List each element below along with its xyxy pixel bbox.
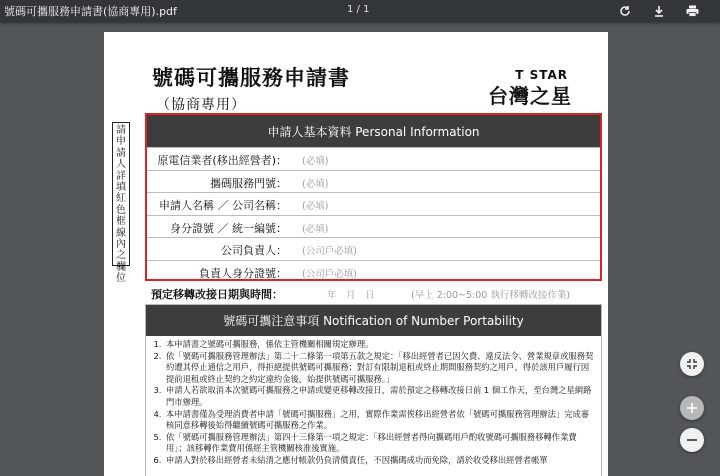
field-placeholder[interactable]: (必填) (302, 178, 329, 190)
field-placeholder[interactable]: (必填) (302, 201, 329, 212)
form-row[interactable] (147, 170, 600, 193)
date-label: 預定移轉改接日期與時間： (151, 288, 283, 301)
field-placeholder[interactable]: (公司戶必填) (302, 268, 357, 280)
field-placeholder[interactable]: (必填) (302, 156, 329, 167)
form-row[interactable] (147, 215, 600, 238)
field-label: 負責人身分證號： (199, 266, 287, 280)
form-row[interactable] (147, 260, 600, 283)
date-fields[interactable]: 年 月 日 (327, 290, 375, 301)
field-label: 身分證號 ／ 統一編號： (170, 221, 287, 235)
page-indicator: 1 / 1 (347, 4, 370, 15)
field-label: 攜碼服務門號： (210, 176, 287, 190)
field-placeholder[interactable]: (必填) (302, 223, 329, 235)
portability-notice (145, 304, 602, 476)
pdf-page (104, 32, 608, 476)
print-icon[interactable] (683, 2, 701, 20)
minus-icon (686, 434, 698, 446)
file-title: 號碼可攜服務申請書(協商專用).pdf (4, 5, 177, 18)
fit-page-button[interactable] (680, 352, 704, 376)
field-label: 公司負責人： (221, 244, 287, 257)
form-row[interactable] (147, 147, 600, 170)
notice-item: 6. 申請人對於移出經營者未結清之應付帳款仍負清償責任，不因攜碼成功而免除，請於收受移出經營者帳單 (164, 455, 595, 467)
logo-bottom-text: 台灣之星 (488, 84, 572, 108)
notice-header: 號碼可攜注意事項 Notification of Number Portability (146, 305, 601, 336)
side-instruction: 請申請人詳填紅色框線內之欄位 (112, 122, 130, 266)
notice-item: 3. 申請人若欲取消本次號碼可攜服務之申請或變更移轉改接日，需於預定之移轉改接日前 1 個工作天，至台灣之星網路門市辦理。 (164, 385, 595, 408)
applicant-form (145, 113, 602, 281)
zoom-in-button[interactable] (680, 396, 704, 420)
field-placeholder[interactable]: (公司戶必填) (302, 246, 357, 257)
tstar-logo (472, 68, 572, 106)
document-title: 號碼可攜服務申請書 (152, 66, 350, 90)
form-row[interactable] (147, 192, 600, 215)
field-label: 原電信業者(移出經營者)： (157, 154, 287, 167)
document-subtitle: （協商專用） (156, 97, 246, 113)
date-note: (早上 2:00~5:00 執行移轉改接作業) (411, 290, 571, 301)
notice-item: 4. 本申請書僅為受理消費者申請「號碼可攜服務」之用，實際作業需俟移出經營者依「號碼可攜服務管理辦法」完成審核同意移轉後始得繼續號碼可攜服務之作業。 (164, 409, 595, 432)
form-row[interactable] (147, 237, 600, 260)
plus-icon (686, 402, 698, 414)
download-icon[interactable] (650, 2, 668, 20)
logo-top-text: T STAR (515, 68, 568, 82)
notice-item: 2. 依「號碼可攜服務管理辦法」第二十二條第一項第五款之規定：「移出經營者已因欠費、違反法令、營業規章或服務契約遭其停止通信之用戶，得拒絕提供號碼可攜服務；對訂有限制退租或終止期間服務契約之用戶，得於該用戶履行因提前退租或終止契約之約定違約金後，始提供號碼可攜服務。」 (164, 351, 595, 386)
notice-item: 1. 本申請書之號碼可攜服務，係依主管機關相關規定辦理。 (164, 339, 595, 351)
field-label: 申請人名稱 ／ 公司名稱： (159, 199, 287, 212)
form-header: 申請人基本資料 Personal Information (147, 115, 600, 147)
zoom-out-button[interactable] (680, 428, 704, 452)
fit-page-icon (686, 358, 698, 370)
rotate-icon[interactable] (616, 2, 634, 20)
transfer-date-row[interactable] (145, 283, 602, 303)
viewer-toolbar (0, 0, 720, 22)
notice-item: 5. 依「號碼可攜服務管理辦法」第四十三條第一項之規定：「移出經營者得向攜碼用戶酌收號碼可攜服務移轉作業費用」；該移轉作業費用係經主管機關核准後實施。 (164, 432, 595, 455)
